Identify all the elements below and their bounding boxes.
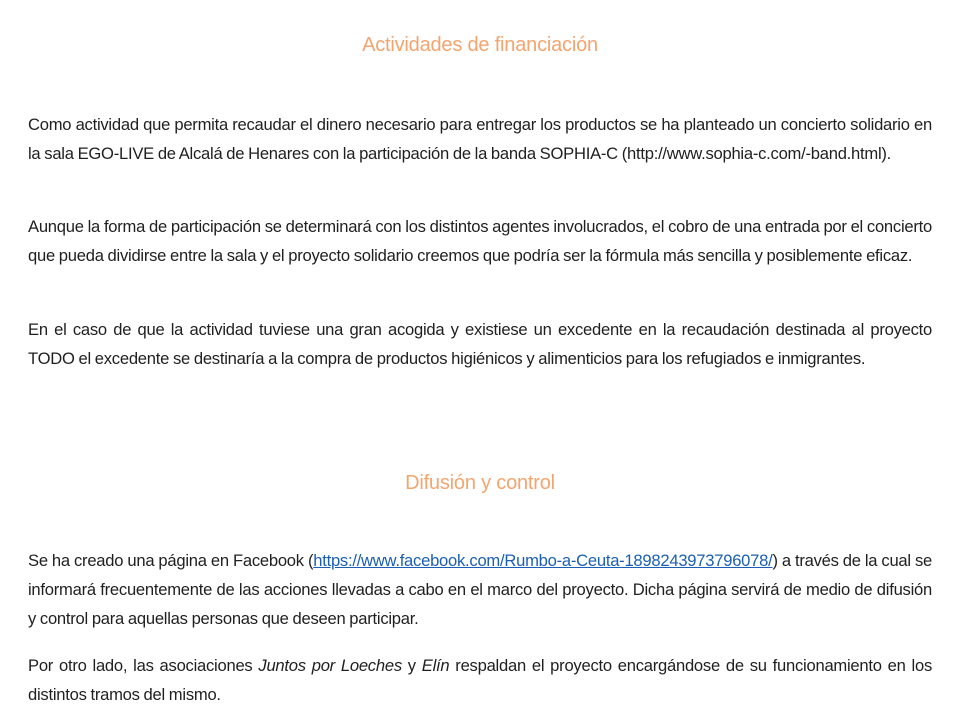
org-juntos-por-loeches: Juntos por Loeches [258, 656, 402, 675]
paragraph-asociaciones-text-before: Por otro lado, las asociaciones [28, 656, 259, 675]
paragraph-participacion: Aunque la forma de participación se determinará con los distintos agentes involucrados, el cobro de una entrada por el concierto que pueda dividirse entre la sala y el proyecto solidario creemos que podría ser la fórmula más sencilla y posiblemente eficaz. [28, 217, 932, 265]
paragraph-asociaciones [28, 651, 932, 709]
paragraph-asociaciones-text-middle: y [401, 656, 422, 675]
org-elin: Elín [421, 656, 450, 675]
facebook-link[interactable]: https://www.facebook.com/Rumbo-a-Ceuta-1898243973796078/ [313, 551, 773, 570]
paragraph-asociaciones-text-after: respaldan el proyecto encargándose de su funcionamiento en los distintos tramos del mismo. [28, 656, 932, 704]
section-title-difusion: Difusión y control [405, 472, 555, 494]
paragraph-concierto: Como actividad que permita recaudar el dinero necesario para entregar los productos se ha planteado un concierto solidario en la sala EGO-LIVE de Alcalá de Henares con la participación de la banda SOPHIA-C (http://www.sophia-c.com/-band.html). [28, 115, 932, 163]
paragraph-excedente: En el caso de que la actividad tuviese una gran acogida y existiese un excedente en la recaudación destinada al proyecto TODO el excedente se destinaría a la compra de productos higiénicos y alimenticios para los refugiados e inmigrantes. [28, 320, 932, 368]
paragraph-facebook [28, 546, 932, 633]
paragraph-facebook-text-after: ) a través de la cual se informará frecuentemente de las acciones llevadas a cabo en el marco del proyecto. Dicha página servirá de medio de difusión y control para aquellas personas que deseen participar. [28, 551, 932, 628]
paragraph-facebook-text-before: Se ha creado una página en Facebook ( [28, 551, 314, 570]
section-title-financiacion: Actividades de financiación [362, 34, 598, 56]
